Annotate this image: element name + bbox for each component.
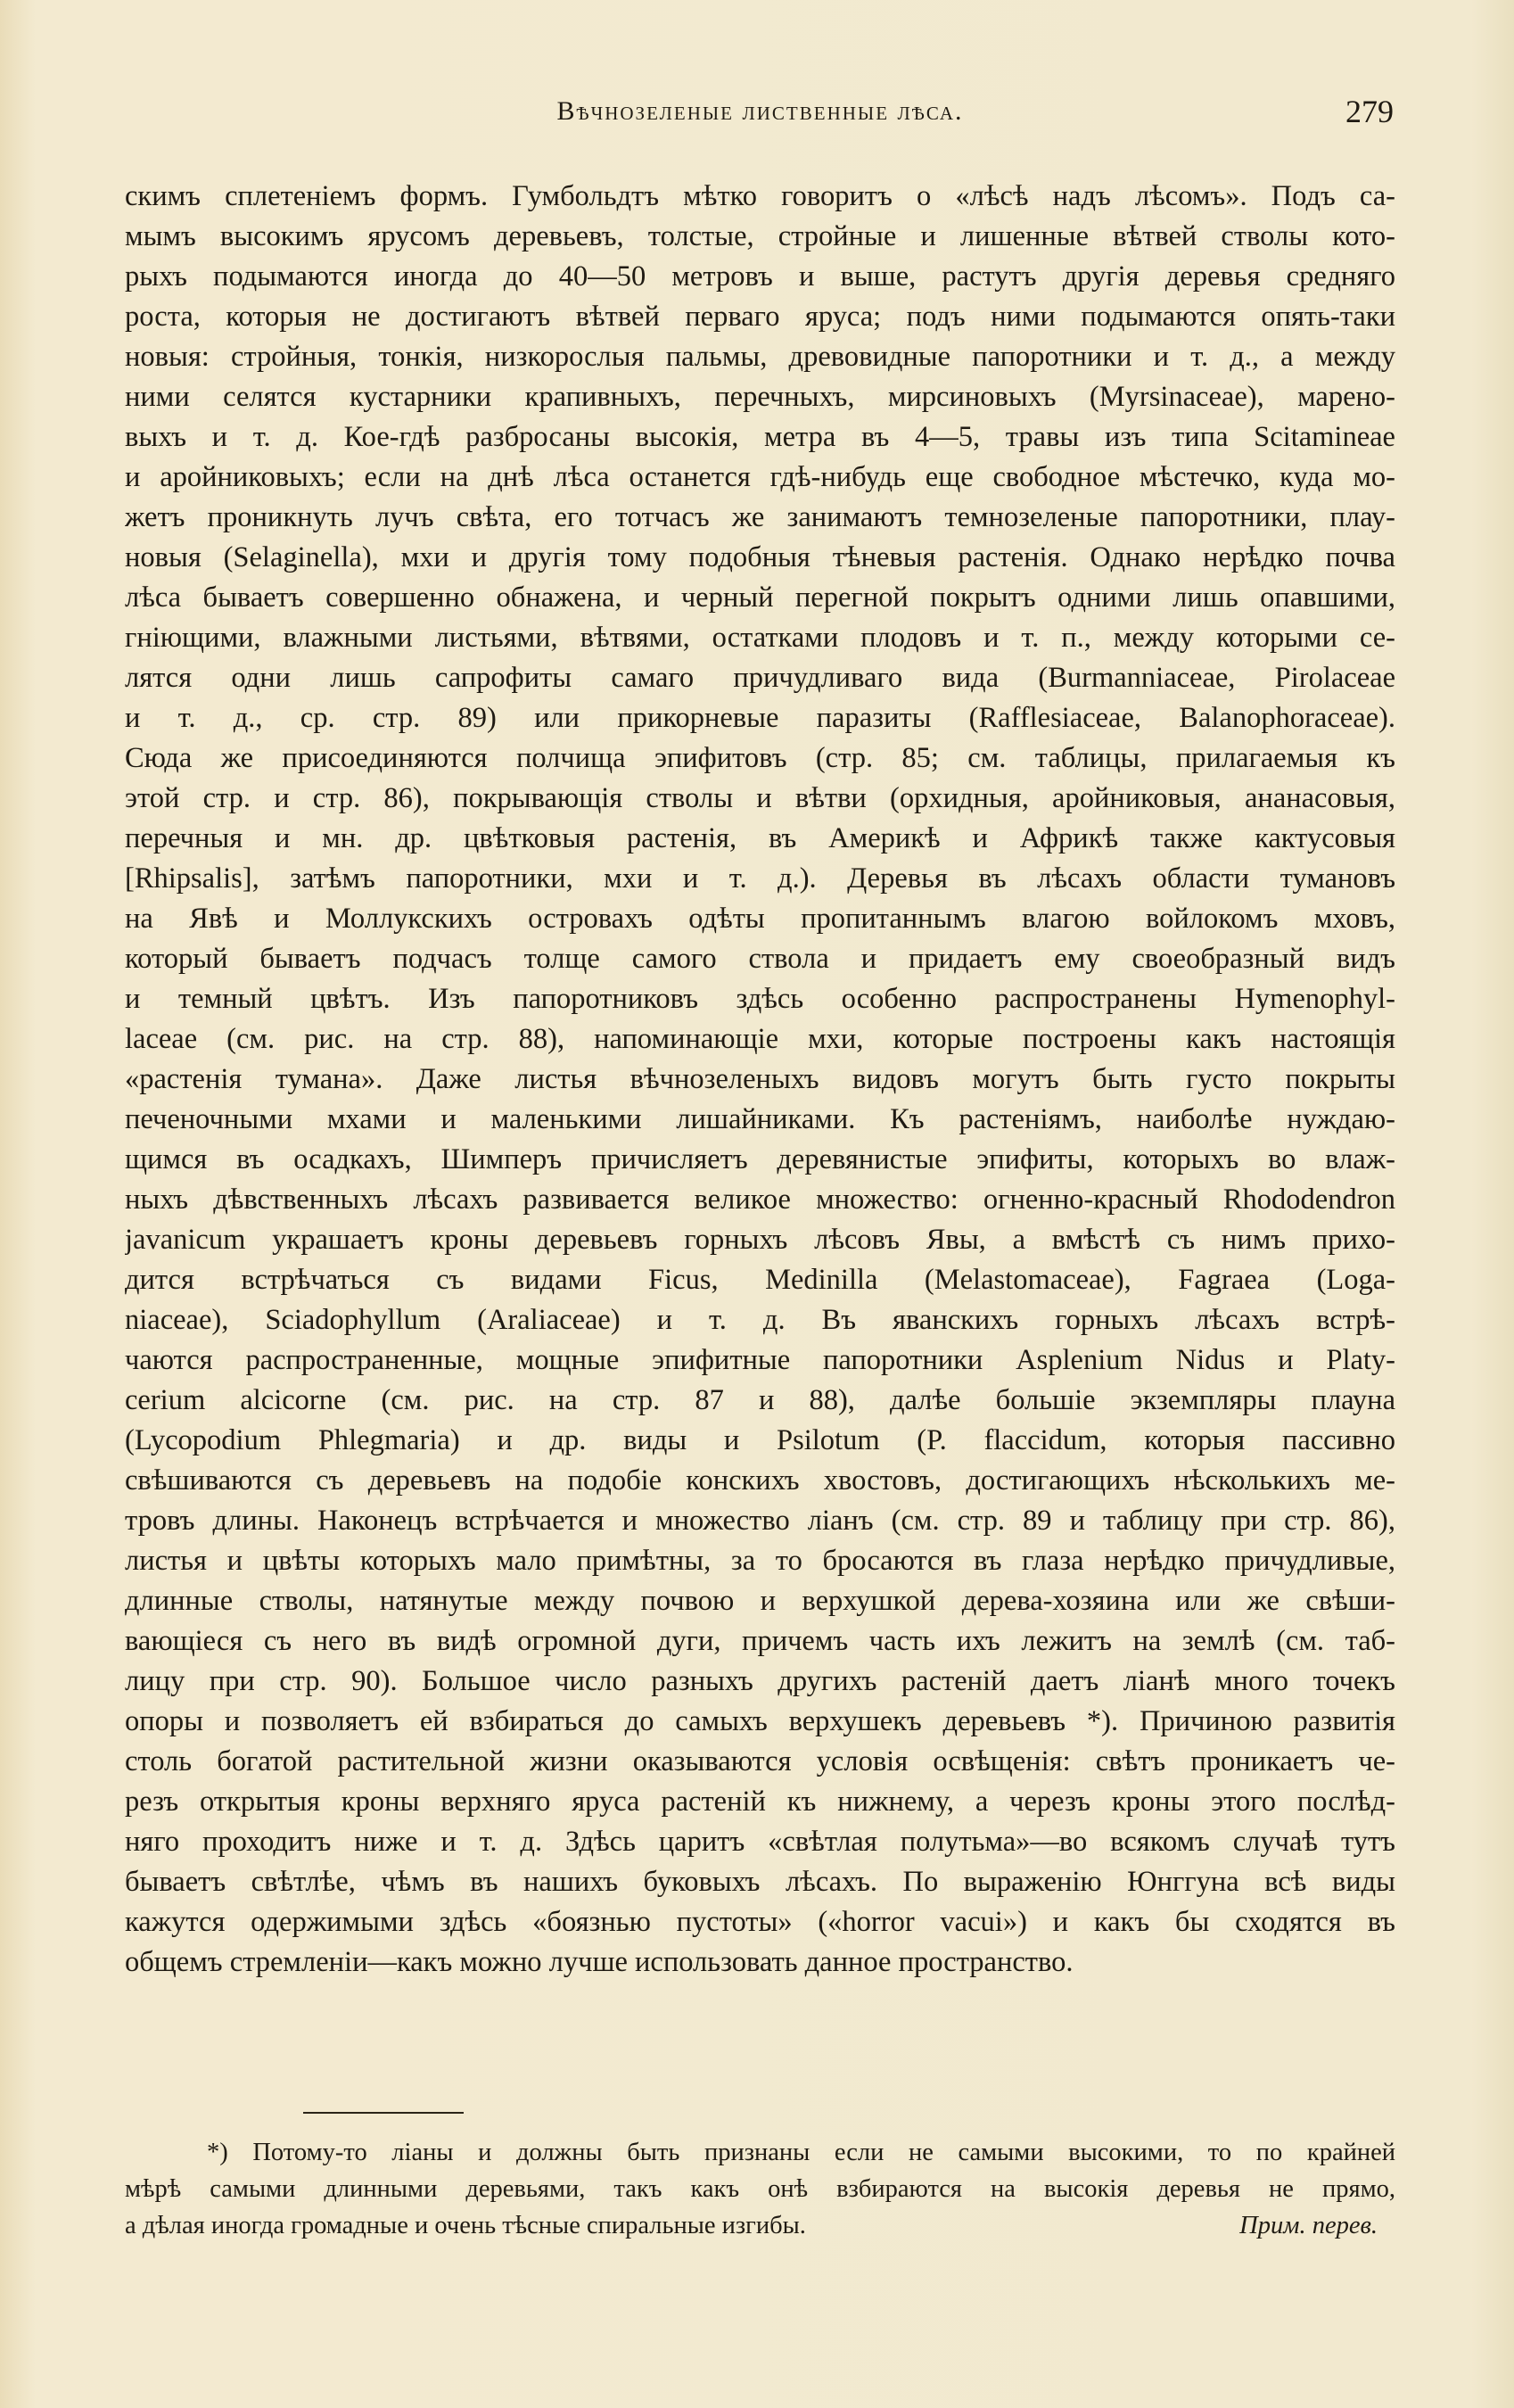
text-line: няго проходитъ ниже и т. д. Здѣсь царитъ «свѣтлая полутьма»—во всякомъ случаѣ тутъ bbox=[125, 1826, 1395, 1858]
text-line: роста, которыя не достигаютъ вѣтвей перваго яруса; подъ ними подымаются опять-таки bbox=[125, 301, 1395, 333]
text-line: листья и цвѣты которыхъ мало примѣтны, за то бросаются въ глаза нерѣдко причудливые, bbox=[125, 1545, 1395, 1577]
text-line: который бываетъ подчасъ толще самого ствола и придаетъ ему своеобразный видъ bbox=[125, 943, 1395, 975]
text-line: печеночными мхами и маленькими лишайниками. Къ растеніямъ, наиболѣе нуждаю- bbox=[125, 1103, 1395, 1135]
text-line: опоры и позволяетъ ей взбираться до самыхъ верхушекъ деревьевъ *). Причиною развитія bbox=[125, 1705, 1395, 1737]
text-line: Сюда же присоединяются полчища эпифитовъ (стр. 85; см. таблицы, прилагаемыя къ bbox=[125, 742, 1395, 774]
text-line: бываетъ свѣтлѣе, чѣмъ въ нашихъ буковыхъ лѣсахъ. По выраженію Юнггуна всѣ виды bbox=[125, 1866, 1395, 1898]
text-line: дится встрѣчаться съ видами Ficus, Medinilla (Melastomaceae), Fagraea (Loga- bbox=[125, 1264, 1395, 1296]
text-line: жетъ проникнуть лучъ свѣта, его тотчасъ же занимаютъ темнозеленые папоротники, плау- bbox=[125, 501, 1395, 533]
text-line: кажутся одержимыми здѣсь «боязнью пустоты» («horror vacui») и какъ бы сходятся въ bbox=[125, 1906, 1395, 1938]
footnote-line: мѣрѣ самыми длинными деревьями, такъ какъ онѣ взбираются на высокія деревья не прямо, bbox=[125, 2175, 1395, 2203]
footnote-line: а дѣлая иногда громадные и очень тѣсные спиральные изгибы. bbox=[125, 2212, 806, 2239]
text-line: гніющими, влажными листьями, вѣтвями, остатками плодовъ и т. п., между которыми се- bbox=[125, 622, 1395, 654]
text-line: чаются распространенные, мощные эпифитные папоротники Asplenium Nidus и Platy- bbox=[125, 1344, 1395, 1376]
running-title: Вѣчнозеленые лиственные лѣса. bbox=[556, 96, 964, 126]
text-line: столь богатой растительной жизни оказываются условія освѣщенія: свѣтъ проникаетъ че- bbox=[125, 1745, 1395, 1777]
text-line: выхъ и т. д. Кое-гдѣ разбросаны высокія, метра въ 4—5, травы изъ типа Scitamineae bbox=[125, 421, 1395, 453]
page-header bbox=[125, 96, 1395, 136]
text-line: (Lycopodium Phlegmaria) и др. виды и Psilotum (P. flaccidum, которыя пассивно bbox=[125, 1424, 1395, 1456]
text-line: javanicum украшаетъ кроны деревьевъ горныхъ лѣсовъ Явы, а вмѣстѣ съ нимъ прихо- bbox=[125, 1224, 1395, 1256]
text-line: мымъ высокимъ ярусомъ деревьевъ, толстые, стройные и лишенные вѣтвей стволы кото- bbox=[125, 220, 1395, 252]
text-line: [Rhipsalis], затѣмъ папоротники, мхи и т. д.). Деревья въ лѣсахъ области тумановъ bbox=[125, 862, 1395, 895]
text-line: скимъ сплетеніемъ формъ. Гумбольдтъ мѣтко говоритъ о «лѣсѣ надъ лѣсомъ». Подъ са- bbox=[125, 180, 1395, 212]
footnote-line: *) Потому-то ліаны и должны быть признаны если не самыми высокими, то по крайней bbox=[207, 2139, 1395, 2166]
text-line: свѣшиваются съ деревьевъ на подобіе конскихъ хвостовъ, достигающихъ нѣсколькихъ ме- bbox=[125, 1464, 1395, 1497]
text-line: и темный цвѣтъ. Изъ папоротниковъ здѣсь особенно распространены Hymenophyl- bbox=[125, 983, 1395, 1015]
footnote-last-line bbox=[125, 2207, 1395, 2244]
text-line: новыя: стройныя, тонкія, низкорослыя пальмы, древовидные папоротники и т. д., а между bbox=[125, 341, 1395, 373]
text-line: laceae (см. рис. на стр. 88), напоминающіе мхи, которые построены какъ настоящія bbox=[125, 1023, 1395, 1055]
text-line: новыя (Selaginella), мхи и другія тому подобныя тѣневыя растенія. Однако нерѣдко почва bbox=[125, 541, 1395, 573]
text-line: лятся одни лишь сапрофиты самаго причудливаго вида (Burmanniaceae, Pirolaceae bbox=[125, 662, 1395, 694]
text-line: вающіеся съ него въ видѣ огромной дуги, причемъ часть ихъ лежитъ на землѣ (см. таб- bbox=[125, 1625, 1395, 1657]
text-line: рыхъ подымаются иногда до 40—50 метровъ и выше, растутъ другія деревья средняго bbox=[125, 260, 1395, 293]
text-line: этой стр. и стр. 86), покрывающія стволы и вѣтви (орхидныя, аройниковыя, ананасовыя, bbox=[125, 782, 1395, 814]
text-line: на Явѣ и Моллукскихъ островахъ одѣты пропитаннымъ влагою войлокомъ мховъ, bbox=[125, 903, 1395, 935]
text-line: тровъ длины. Наконецъ встрѣчается и множество ліанъ (см. стр. 89 и таблицу при стр. 86), bbox=[125, 1505, 1395, 1537]
text-line: лицу при стр. 90). Большое число разныхъ другихъ растеній даетъ ліанѣ много точекъ bbox=[125, 1665, 1395, 1697]
text-line: cerium alcicorne (см. рис. на стр. 87 и 88), далѣе большіе экземпляры плауна bbox=[125, 1384, 1395, 1416]
translator-note-signature: Прим. перев. bbox=[1239, 2212, 1378, 2239]
text-line: «растенія тумана». Даже листья вѣчнозеленыхъ видовъ могутъ быть густо покрыты bbox=[125, 1063, 1395, 1095]
text-line: щимся въ осадкахъ, Шимперъ причисляетъ деревянистые эпифиты, которыхъ во влаж- bbox=[125, 1143, 1395, 1175]
footnote bbox=[125, 2134, 1395, 2244]
text-line: общемъ стремленіи—какъ можно лучше использовать данное пространство. bbox=[125, 1946, 1074, 1978]
footnote-divider bbox=[303, 2112, 464, 2114]
page-number: 279 bbox=[1345, 94, 1394, 129]
text-line: резъ открытыя кроны верхняго яруса растеній къ нижнему, а черезъ кроны этого послѣд- bbox=[125, 1785, 1395, 1818]
text-line: и т. д., ср. стр. 89) или прикорневые паразиты (Rafflesiaceae, Balanophoraceae). bbox=[125, 702, 1395, 734]
text-line: перечныя и мн. др. цвѣтковыя растенія, въ Америкѣ и Африкѣ также кактусовыя bbox=[125, 822, 1395, 854]
text-line: лѣса бываетъ совершенно обнажена, и черный перегной покрытъ одними лишь опавшими, bbox=[125, 581, 1395, 614]
text-line: ними селятся кустарники крапивныхъ, перечныхъ, мирсиновыхъ (Myrsinaceae), марено- bbox=[125, 381, 1395, 413]
text-line: ныхъ дѣвственныхъ лѣсахъ развивается великое множество: огненно-красный Rhododendron bbox=[125, 1183, 1395, 1216]
text-line: и аройниковыхъ; если на днѣ лѣса останется гдѣ-нибудь еще свободное мѣстечко, куда мо- bbox=[125, 461, 1395, 493]
main-text bbox=[125, 177, 1395, 1983]
text-line: niaceae), Sciadophyllum (Araliaceae) и т. д. Въ яванскихъ горныхъ лѣсахъ встрѣ- bbox=[125, 1304, 1395, 1336]
text-line: длинные стволы, натянутые между почвою и верхушкой дерева-хозяина или же свѣши- bbox=[125, 1585, 1395, 1617]
